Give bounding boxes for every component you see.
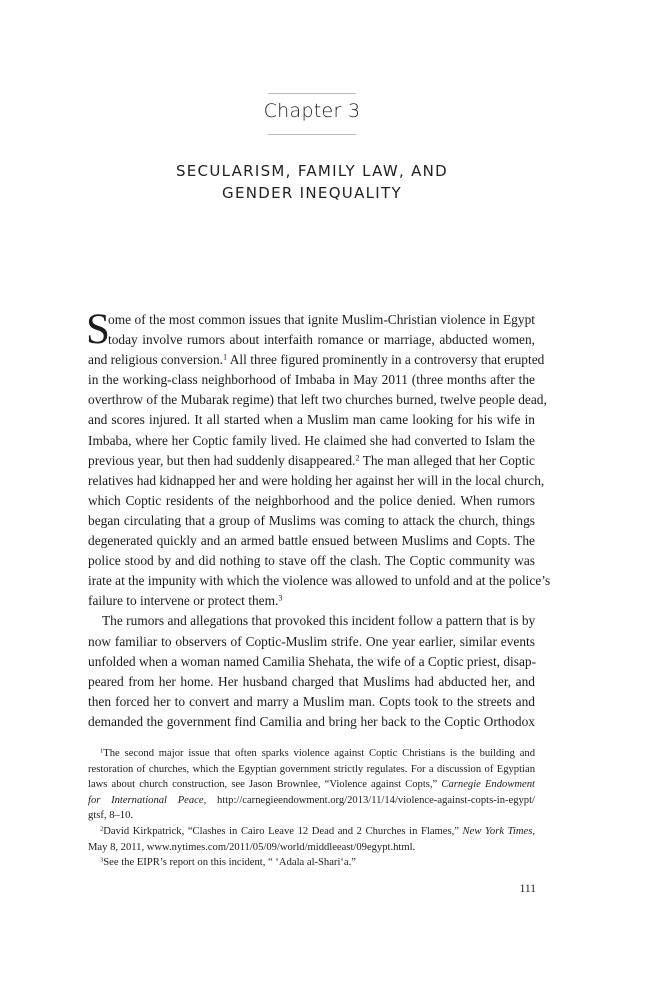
footnote-ref[interactable]: 1 — [223, 352, 228, 362]
chapter-title-line-1: SECULARISM, FAMILY LAW, AND — [175, 162, 449, 180]
body-text — [86, 306, 551, 732]
footnote-line: May 8, 2011, www.nytimes.com/2011/05/09/world/middleeast/09egypt.html. — [88, 841, 416, 853]
footnote-line: $^2$David Kirkpatrick, “Clashes in Cairo Leave 12 Dead and 2 Churches in Flames,” New York Times, — [100, 825, 536, 837]
text-line: The rumors and allegations that provoked this incident follow a pattern that is by — [102, 613, 536, 629]
footnote-italic: New York Times, — [462, 825, 536, 837]
text-line: relatives had kidnapped her and were holding her against her will in the local church, — [88, 472, 545, 488]
footnote-line: laws about church construction, see Jason Brownlee, “Violence against Copts,” Carnegie Endowment — [88, 779, 535, 791]
text-line: previous year, but then had suddenly disappeared.$^2$ The man alleged that her Coptic — [88, 452, 535, 468]
text-line: overthrow of the Mubarak regime) that left two churches burned, twelve people dead, — [88, 392, 547, 408]
text-line: then forced her to convert and marry a Muslim man. Copts took to the streets and — [88, 693, 535, 709]
footnote-line: restoration of churches, which the Egyptian government strictly regulates. For a discussion of Egyptian — [88, 763, 535, 775]
footnotes — [88, 746, 535, 871]
text-line: demanded the government find Camilia and bring her back to the Coptic Orthodox — [88, 713, 535, 729]
chapter-title — [0, 160, 624, 204]
text-line: and religious conversion.$^1$ All three figured prominently in a controversy that erupted — [88, 352, 545, 368]
chapter-title-line-2: GENDER INEQUALITY — [222, 184, 402, 202]
text-line: began circulating that a group of Muslims was coming to attack the church, things — [88, 512, 535, 528]
drop-cap: S — [86, 306, 110, 353]
footnote-line: $^3$See the EIPR’s report on this incident, “ ‘Adala al-Shari‘a.” — [100, 856, 356, 869]
chapter-rule-bottom — [268, 134, 356, 135]
chapter-label: Chapter 3 — [263, 100, 361, 122]
page-number: 111 — [519, 883, 536, 895]
text-line: and scores injured. It all started when a Muslim man came looking for his wife in — [88, 412, 535, 428]
footnote-ref[interactable]: 3 — [278, 593, 283, 603]
footnote-mark: 2 — [100, 825, 104, 833]
footnote-mark: 3 — [100, 856, 104, 864]
text-line: now familiar to observers of Coptic-Muslim strife. One year earlier, similar events — [88, 633, 535, 649]
footnote-italic: for International Peace, — [88, 794, 207, 806]
footnote-line: gtsf, 8–10. — [88, 810, 134, 822]
footnote-italic: Carnegie Endowment — [441, 779, 535, 791]
text-line: degenerated quickly and an armed battle ensued between Muslims and Copts. The — [88, 533, 535, 549]
text-line: failure to intervene or protect them.$^3$ — [88, 593, 283, 609]
chapter-rule-top — [268, 93, 356, 94]
footnote-ref[interactable]: 2 — [355, 453, 360, 463]
footnote-line: $^1$The second major issue that often sparks violence against Coptic Christians is the building and — [100, 747, 535, 759]
footnote-line: for International Peace, http://carnegieendowment.org/2013/11/14/violence-against-copts-in-egypt/ — [88, 794, 535, 806]
footnote-mark: 1 — [100, 747, 104, 755]
text-line: peared from her home. Her husband charged that Muslims had abducted her, and — [88, 673, 535, 689]
text-line: in the working-class neighborhood of Imbaba in May 2011 (three months after the — [88, 372, 535, 388]
text-line: ome of the most common issues that ignite Muslim-Christian violence in Egypt — [108, 312, 535, 327]
text-line: police stood by and did nothing to stave off the clash. The Coptic community was — [88, 553, 535, 569]
text-line: which Coptic residents of the neighborhood and the police denied. When rumors — [88, 492, 535, 508]
text-line: unfolded when a woman named Camilia Shehata, the wife of a Coptic priest, disap- — [88, 653, 537, 669]
text-line: Imbaba, where her Coptic family lived. He claimed she had converted to Islam the — [88, 432, 535, 448]
text-line: irate at the impunity with which the violence was allowed to unfold and at the police’s — [88, 573, 551, 589]
text-line: today involve rumors about interfaith romance or marriage, abducted women, — [108, 332, 535, 348]
